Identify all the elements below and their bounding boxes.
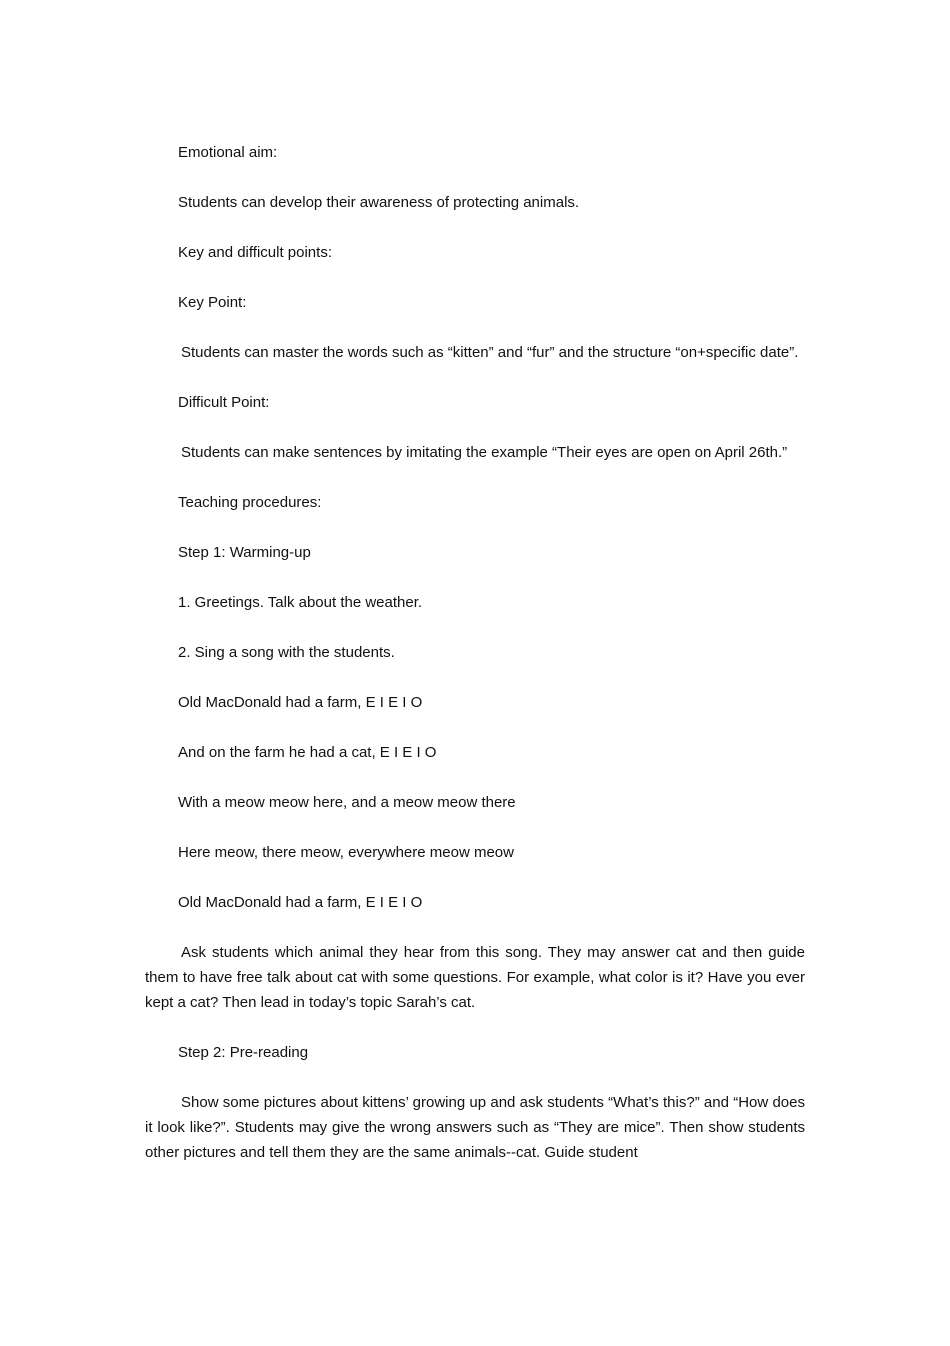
paragraph-emotional-aim: Students can develop their awareness of protecting animals. <box>178 194 580 211</box>
song-line-1: Old MacDonald had a farm, E I E I O <box>178 694 423 711</box>
list-item-greetings: 1. Greetings. Talk about the weather. <box>178 594 423 611</box>
song-line-4: Here meow, there meow, everywhere meow meow <box>178 844 514 861</box>
heading-teaching-procedures: Teaching procedures: <box>178 494 322 511</box>
song-line-5: Old MacDonald had a farm, E I E I O <box>178 894 423 911</box>
paragraph-lead-in: Ask students which animal they hear from this song. They may answer cat and then guide them to have free talk about cat with some questions. For example, what color is it? Have you ever kept a cat? Then lead in today’s topic Sarah’s cat. <box>145 944 805 1011</box>
paragraph-difficult-point: Students can make sentences by imitating the example “Their eyes are open on April 26th.” <box>181 444 788 461</box>
paragraph-key-point: Students can master the words such as “kitten” and “fur” and the structure “on+specific date”. <box>181 344 799 361</box>
heading-step-1: Step 1: Warming-up <box>178 544 311 561</box>
song-line-2: And on the farm he had a cat, E I E I O <box>178 744 437 761</box>
heading-step-2: Step 2: Pre-reading <box>178 1044 309 1061</box>
heading-emotional-aim: Emotional aim: <box>178 144 278 161</box>
song-line-3: With a meow meow here, and a meow meow there <box>178 794 516 811</box>
list-item-sing-song: 2. Sing a song with the students. <box>178 644 395 661</box>
heading-difficult-point: Difficult Point: <box>178 394 270 411</box>
paragraph-pre-reading: Show some pictures about kittens’ growing up and ask students “What’s this?” and “How does it look like?”. Students may give the wrong answers such as “They are mice”. Then show students other pictures and tell them they are the same animals--cat. Guide student <box>145 1094 805 1161</box>
document-page <box>145 140 805 1190</box>
heading-key-difficult-points: Key and difficult points: <box>178 244 332 261</box>
heading-key-point: Key Point: <box>178 294 247 311</box>
